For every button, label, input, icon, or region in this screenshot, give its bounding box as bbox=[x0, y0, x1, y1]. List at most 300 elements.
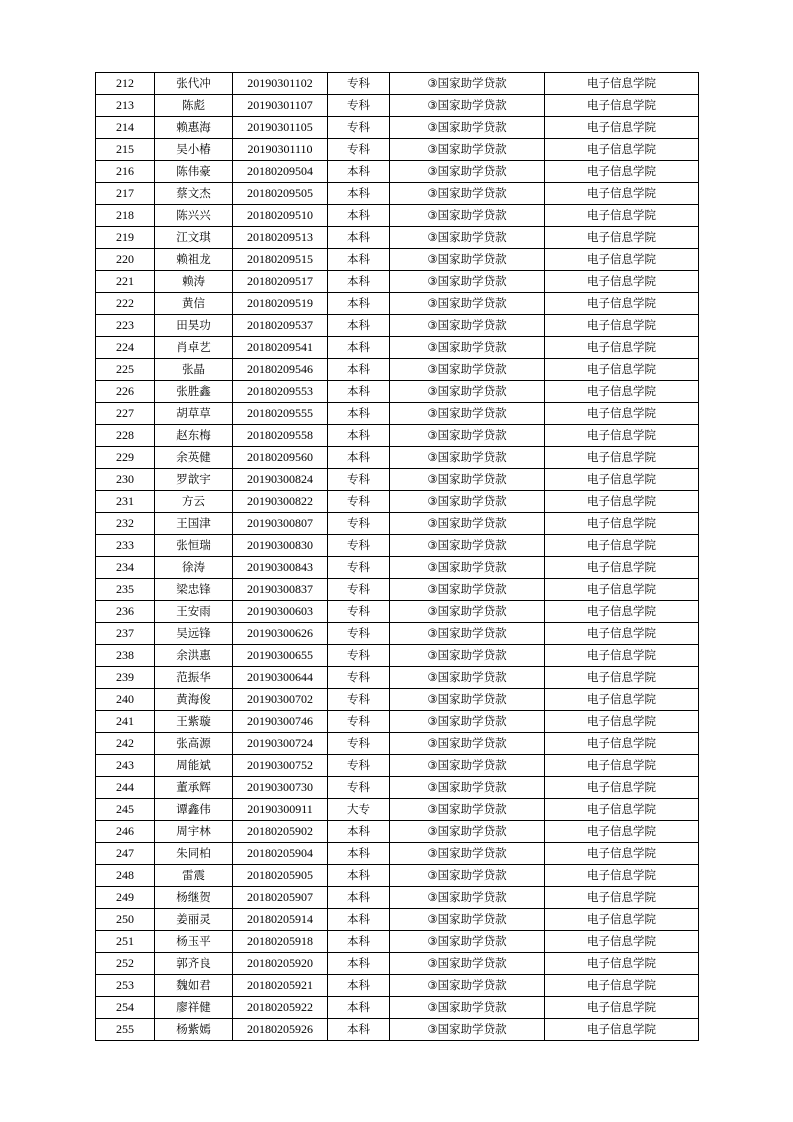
degree-level-cell: 专科 bbox=[328, 579, 390, 601]
student-name-cell: 吴远锋 bbox=[155, 623, 233, 645]
student-id-cell: 20190300830 bbox=[233, 535, 328, 557]
college-cell: 电子信息学院 bbox=[545, 227, 699, 249]
row-index-cell: 225 bbox=[96, 359, 155, 381]
row-index-cell: 221 bbox=[96, 271, 155, 293]
college-cell: 电子信息学院 bbox=[545, 513, 699, 535]
student-name-cell: 赖祖龙 bbox=[155, 249, 233, 271]
college-cell: 电子信息学院 bbox=[545, 755, 699, 777]
degree-level-cell: 专科 bbox=[328, 557, 390, 579]
college-cell: 电子信息学院 bbox=[545, 909, 699, 931]
student-name-cell: 周宇林 bbox=[155, 821, 233, 843]
student-id-cell: 20180205904 bbox=[233, 843, 328, 865]
table-row bbox=[96, 601, 699, 623]
row-index-cell: 245 bbox=[96, 799, 155, 821]
student-name-cell: 胡草草 bbox=[155, 403, 233, 425]
aid-type-cell: ③国家助学贷款 bbox=[390, 645, 545, 667]
college-cell: 电子信息学院 bbox=[545, 249, 699, 271]
aid-type-cell: ③国家助学贷款 bbox=[390, 469, 545, 491]
table-row bbox=[96, 1019, 699, 1041]
row-index-cell: 235 bbox=[96, 579, 155, 601]
degree-level-cell: 本科 bbox=[328, 887, 390, 909]
aid-type-cell: ③国家助学贷款 bbox=[390, 821, 545, 843]
student-name-cell: 王紫璇 bbox=[155, 711, 233, 733]
table-row bbox=[96, 293, 699, 315]
student-id-cell: 20180205921 bbox=[233, 975, 328, 997]
degree-level-cell: 本科 bbox=[328, 425, 390, 447]
student-name-cell: 陈兴兴 bbox=[155, 205, 233, 227]
student-id-cell: 20190300837 bbox=[233, 579, 328, 601]
student-name-cell: 赖涛 bbox=[155, 271, 233, 293]
student-name-cell: 黄信 bbox=[155, 293, 233, 315]
college-cell: 电子信息学院 bbox=[545, 931, 699, 953]
row-index-cell: 223 bbox=[96, 315, 155, 337]
degree-level-cell: 本科 bbox=[328, 843, 390, 865]
aid-type-cell: ③国家助学贷款 bbox=[390, 887, 545, 909]
student-id-cell: 20180209510 bbox=[233, 205, 328, 227]
college-cell: 电子信息学院 bbox=[545, 777, 699, 799]
degree-level-cell: 本科 bbox=[328, 183, 390, 205]
aid-type-cell: ③国家助学贷款 bbox=[390, 491, 545, 513]
row-index-cell: 232 bbox=[96, 513, 155, 535]
table-row bbox=[96, 953, 699, 975]
row-index-cell: 233 bbox=[96, 535, 155, 557]
student-id-cell: 20190301110 bbox=[233, 139, 328, 161]
student-name-cell: 江文琪 bbox=[155, 227, 233, 249]
degree-level-cell: 本科 bbox=[328, 865, 390, 887]
row-index-cell: 241 bbox=[96, 711, 155, 733]
aid-type-cell: ③国家助学贷款 bbox=[390, 359, 545, 381]
college-cell: 电子信息学院 bbox=[545, 469, 699, 491]
row-index-cell: 242 bbox=[96, 733, 155, 755]
degree-level-cell: 本科 bbox=[328, 161, 390, 183]
student-id-cell: 20190300644 bbox=[233, 667, 328, 689]
college-cell: 电子信息学院 bbox=[545, 271, 699, 293]
row-index-cell: 243 bbox=[96, 755, 155, 777]
table-row bbox=[96, 799, 699, 821]
student-id-cell: 20190300626 bbox=[233, 623, 328, 645]
student-name-cell: 赵东梅 bbox=[155, 425, 233, 447]
student-name-cell: 王国津 bbox=[155, 513, 233, 535]
table-row bbox=[96, 755, 699, 777]
student-name-cell: 范振华 bbox=[155, 667, 233, 689]
college-cell: 电子信息学院 bbox=[545, 711, 699, 733]
degree-level-cell: 专科 bbox=[328, 733, 390, 755]
table-row bbox=[96, 689, 699, 711]
row-index-cell: 240 bbox=[96, 689, 155, 711]
degree-level-cell: 专科 bbox=[328, 535, 390, 557]
student-id-cell: 20190301105 bbox=[233, 117, 328, 139]
aid-type-cell: ③国家助学贷款 bbox=[390, 755, 545, 777]
aid-type-cell: ③国家助学贷款 bbox=[390, 601, 545, 623]
student-name-cell: 陈伟豪 bbox=[155, 161, 233, 183]
student-name-cell: 谭鑫伟 bbox=[155, 799, 233, 821]
aid-type-cell: ③国家助学贷款 bbox=[390, 117, 545, 139]
row-index-cell: 213 bbox=[96, 95, 155, 117]
degree-level-cell: 本科 bbox=[328, 447, 390, 469]
table-row bbox=[96, 975, 699, 997]
student-id-cell: 20180209537 bbox=[233, 315, 328, 337]
student-id-cell: 20190300655 bbox=[233, 645, 328, 667]
college-cell: 电子信息学院 bbox=[545, 447, 699, 469]
aid-type-cell: ③国家助学贷款 bbox=[390, 403, 545, 425]
degree-level-cell: 本科 bbox=[328, 403, 390, 425]
table-row bbox=[96, 337, 699, 359]
row-index-cell: 217 bbox=[96, 183, 155, 205]
row-index-cell: 230 bbox=[96, 469, 155, 491]
student-name-cell: 梁忠锋 bbox=[155, 579, 233, 601]
table-row bbox=[96, 579, 699, 601]
aid-type-cell: ③国家助学贷款 bbox=[390, 1019, 545, 1041]
aid-type-cell: ③国家助学贷款 bbox=[390, 909, 545, 931]
college-cell: 电子信息学院 bbox=[545, 623, 699, 645]
student-id-cell: 20190300603 bbox=[233, 601, 328, 623]
college-cell: 电子信息学院 bbox=[545, 381, 699, 403]
student-id-cell: 20180209515 bbox=[233, 249, 328, 271]
row-index-cell: 212 bbox=[96, 73, 155, 95]
degree-level-cell: 专科 bbox=[328, 73, 390, 95]
row-index-cell: 249 bbox=[96, 887, 155, 909]
student-name-cell: 郭齐良 bbox=[155, 953, 233, 975]
aid-type-cell: ③国家助学贷款 bbox=[390, 95, 545, 117]
aid-type-cell: ③国家助学贷款 bbox=[390, 535, 545, 557]
student-id-cell: 20190300746 bbox=[233, 711, 328, 733]
row-index-cell: 253 bbox=[96, 975, 155, 997]
degree-level-cell: 本科 bbox=[328, 271, 390, 293]
student-id-cell: 20180209553 bbox=[233, 381, 328, 403]
college-cell: 电子信息学院 bbox=[545, 183, 699, 205]
student-name-cell: 廖祥健 bbox=[155, 997, 233, 1019]
student-id-cell: 20190300911 bbox=[233, 799, 328, 821]
row-index-cell: 246 bbox=[96, 821, 155, 843]
aid-type-cell: ③国家助学贷款 bbox=[390, 777, 545, 799]
college-cell: 电子信息学院 bbox=[545, 425, 699, 447]
student-id-cell: 20190300702 bbox=[233, 689, 328, 711]
table-row bbox=[96, 139, 699, 161]
degree-level-cell: 本科 bbox=[328, 997, 390, 1019]
degree-level-cell: 本科 bbox=[328, 359, 390, 381]
student-id-cell: 20190300824 bbox=[233, 469, 328, 491]
student-name-cell: 朱同柏 bbox=[155, 843, 233, 865]
degree-level-cell: 专科 bbox=[328, 139, 390, 161]
student-id-cell: 20180209541 bbox=[233, 337, 328, 359]
table-row bbox=[96, 447, 699, 469]
student-name-cell: 姜丽灵 bbox=[155, 909, 233, 931]
table-row bbox=[96, 381, 699, 403]
college-cell: 电子信息学院 bbox=[545, 491, 699, 513]
college-cell: 电子信息学院 bbox=[545, 799, 699, 821]
aid-type-cell: ③国家助学贷款 bbox=[390, 513, 545, 535]
student-name-cell: 徐涛 bbox=[155, 557, 233, 579]
college-cell: 电子信息学院 bbox=[545, 73, 699, 95]
student-id-cell: 20190301107 bbox=[233, 95, 328, 117]
degree-level-cell: 本科 bbox=[328, 293, 390, 315]
degree-level-cell: 本科 bbox=[328, 1019, 390, 1041]
degree-level-cell: 本科 bbox=[328, 227, 390, 249]
table-row bbox=[96, 249, 699, 271]
student-id-cell: 20180209504 bbox=[233, 161, 328, 183]
degree-level-cell: 专科 bbox=[328, 711, 390, 733]
student-name-cell: 雷震 bbox=[155, 865, 233, 887]
student-name-cell: 吴小椿 bbox=[155, 139, 233, 161]
row-index-cell: 227 bbox=[96, 403, 155, 425]
student-id-cell: 20180205926 bbox=[233, 1019, 328, 1041]
student-name-cell: 张胜鑫 bbox=[155, 381, 233, 403]
student-name-cell: 张恒瑞 bbox=[155, 535, 233, 557]
college-cell: 电子信息学院 bbox=[545, 535, 699, 557]
degree-level-cell: 专科 bbox=[328, 689, 390, 711]
degree-level-cell: 专科 bbox=[328, 755, 390, 777]
college-cell: 电子信息学院 bbox=[545, 645, 699, 667]
table-row bbox=[96, 425, 699, 447]
table-row bbox=[96, 403, 699, 425]
table-row bbox=[96, 205, 699, 227]
aid-type-cell: ③国家助学贷款 bbox=[390, 271, 545, 293]
row-index-cell: 251 bbox=[96, 931, 155, 953]
college-cell: 电子信息学院 bbox=[545, 95, 699, 117]
row-index-cell: 222 bbox=[96, 293, 155, 315]
college-cell: 电子信息学院 bbox=[545, 359, 699, 381]
row-index-cell: 255 bbox=[96, 1019, 155, 1041]
student-name-cell: 赖惠海 bbox=[155, 117, 233, 139]
row-index-cell: 250 bbox=[96, 909, 155, 931]
degree-level-cell: 本科 bbox=[328, 381, 390, 403]
degree-level-cell: 专科 bbox=[328, 645, 390, 667]
college-cell: 电子信息学院 bbox=[545, 887, 699, 909]
table-row bbox=[96, 117, 699, 139]
student-name-cell: 罗歆宇 bbox=[155, 469, 233, 491]
table-row bbox=[96, 931, 699, 953]
college-cell: 电子信息学院 bbox=[545, 139, 699, 161]
student-id-cell: 20180205905 bbox=[233, 865, 328, 887]
college-cell: 电子信息学院 bbox=[545, 293, 699, 315]
college-cell: 电子信息学院 bbox=[545, 733, 699, 755]
student-name-cell: 余英健 bbox=[155, 447, 233, 469]
college-cell: 电子信息学院 bbox=[545, 161, 699, 183]
aid-type-cell: ③国家助学贷款 bbox=[390, 227, 545, 249]
student-name-cell: 杨玉平 bbox=[155, 931, 233, 953]
degree-level-cell: 大专 bbox=[328, 799, 390, 821]
aid-type-cell: ③国家助学贷款 bbox=[390, 843, 545, 865]
degree-level-cell: 专科 bbox=[328, 623, 390, 645]
student-name-cell: 田昊功 bbox=[155, 315, 233, 337]
table-row bbox=[96, 865, 699, 887]
degree-level-cell: 专科 bbox=[328, 513, 390, 535]
table-row bbox=[96, 821, 699, 843]
degree-level-cell: 专科 bbox=[328, 95, 390, 117]
college-cell: 电子信息学院 bbox=[545, 953, 699, 975]
student-id-cell: 20180209555 bbox=[233, 403, 328, 425]
student-name-cell: 魏如君 bbox=[155, 975, 233, 997]
student-id-cell: 20180209558 bbox=[233, 425, 328, 447]
row-index-cell: 214 bbox=[96, 117, 155, 139]
college-cell: 电子信息学院 bbox=[545, 997, 699, 1019]
table-row bbox=[96, 777, 699, 799]
student-id-cell: 20190300730 bbox=[233, 777, 328, 799]
degree-level-cell: 本科 bbox=[328, 315, 390, 337]
aid-type-cell: ③国家助学贷款 bbox=[390, 249, 545, 271]
row-index-cell: 252 bbox=[96, 953, 155, 975]
aid-type-cell: ③国家助学贷款 bbox=[390, 381, 545, 403]
student-id-cell: 20190300724 bbox=[233, 733, 328, 755]
college-cell: 电子信息学院 bbox=[545, 205, 699, 227]
college-cell: 电子信息学院 bbox=[545, 601, 699, 623]
college-cell: 电子信息学院 bbox=[545, 315, 699, 337]
table-row bbox=[96, 623, 699, 645]
degree-level-cell: 专科 bbox=[328, 667, 390, 689]
student-name-cell: 肖卓艺 bbox=[155, 337, 233, 359]
table-row bbox=[96, 95, 699, 117]
table-row bbox=[96, 645, 699, 667]
student-aid-table bbox=[95, 72, 699, 1041]
student-id-cell: 20180205902 bbox=[233, 821, 328, 843]
aid-type-cell: ③国家助学贷款 bbox=[390, 689, 545, 711]
student-name-cell: 董承辉 bbox=[155, 777, 233, 799]
table-row bbox=[96, 887, 699, 909]
college-cell: 电子信息学院 bbox=[545, 579, 699, 601]
degree-level-cell: 本科 bbox=[328, 205, 390, 227]
student-id-cell: 20180209546 bbox=[233, 359, 328, 381]
degree-level-cell: 本科 bbox=[328, 975, 390, 997]
degree-level-cell: 本科 bbox=[328, 821, 390, 843]
college-cell: 电子信息学院 bbox=[545, 667, 699, 689]
aid-type-cell: ③国家助学贷款 bbox=[390, 183, 545, 205]
table-row bbox=[96, 733, 699, 755]
college-cell: 电子信息学院 bbox=[545, 821, 699, 843]
row-index-cell: 215 bbox=[96, 139, 155, 161]
aid-type-cell: ③国家助学贷款 bbox=[390, 865, 545, 887]
table-row bbox=[96, 469, 699, 491]
aid-type-cell: ③国家助学贷款 bbox=[390, 557, 545, 579]
aid-type-cell: ③国家助学贷款 bbox=[390, 73, 545, 95]
student-id-cell: 20180205914 bbox=[233, 909, 328, 931]
row-index-cell: 236 bbox=[96, 601, 155, 623]
row-index-cell: 231 bbox=[96, 491, 155, 513]
student-id-cell: 20190300807 bbox=[233, 513, 328, 535]
row-index-cell: 228 bbox=[96, 425, 155, 447]
row-index-cell: 237 bbox=[96, 623, 155, 645]
college-cell: 电子信息学院 bbox=[545, 689, 699, 711]
student-name-cell: 张高源 bbox=[155, 733, 233, 755]
aid-type-cell: ③国家助学贷款 bbox=[390, 667, 545, 689]
college-cell: 电子信息学院 bbox=[545, 1019, 699, 1041]
student-name-cell: 杨继贺 bbox=[155, 887, 233, 909]
degree-level-cell: 本科 bbox=[328, 337, 390, 359]
student-name-cell: 杨紫嫣 bbox=[155, 1019, 233, 1041]
student-id-cell: 20180209560 bbox=[233, 447, 328, 469]
table-row bbox=[96, 227, 699, 249]
student-id-cell: 20190300822 bbox=[233, 491, 328, 513]
row-index-cell: 229 bbox=[96, 447, 155, 469]
college-cell: 电子信息学院 bbox=[545, 843, 699, 865]
student-id-cell: 20190300843 bbox=[233, 557, 328, 579]
aid-type-cell: ③国家助学贷款 bbox=[390, 139, 545, 161]
aid-type-cell: ③国家助学贷款 bbox=[390, 205, 545, 227]
table-row bbox=[96, 513, 699, 535]
table-body bbox=[96, 73, 699, 1041]
row-index-cell: 216 bbox=[96, 161, 155, 183]
row-index-cell: 224 bbox=[96, 337, 155, 359]
college-cell: 电子信息学院 bbox=[545, 403, 699, 425]
row-index-cell: 226 bbox=[96, 381, 155, 403]
student-name-cell: 周能斌 bbox=[155, 755, 233, 777]
aid-type-cell: ③国家助学贷款 bbox=[390, 711, 545, 733]
aid-type-cell: ③国家助学贷款 bbox=[390, 337, 545, 359]
row-index-cell: 239 bbox=[96, 667, 155, 689]
table-row bbox=[96, 183, 699, 205]
row-index-cell: 244 bbox=[96, 777, 155, 799]
student-id-cell: 20180205918 bbox=[233, 931, 328, 953]
table-row bbox=[96, 909, 699, 931]
student-id-cell: 20180205920 bbox=[233, 953, 328, 975]
student-name-cell: 余洪惠 bbox=[155, 645, 233, 667]
degree-level-cell: 本科 bbox=[328, 931, 390, 953]
table-row bbox=[96, 73, 699, 95]
student-id-cell: 20190301102 bbox=[233, 73, 328, 95]
aid-type-cell: ③国家助学贷款 bbox=[390, 953, 545, 975]
student-name-cell: 王安雨 bbox=[155, 601, 233, 623]
student-id-cell: 20180205907 bbox=[233, 887, 328, 909]
aid-type-cell: ③国家助学贷款 bbox=[390, 293, 545, 315]
college-cell: 电子信息学院 bbox=[545, 865, 699, 887]
aid-type-cell: ③国家助学贷款 bbox=[390, 997, 545, 1019]
aid-type-cell: ③国家助学贷款 bbox=[390, 447, 545, 469]
table-row bbox=[96, 271, 699, 293]
college-cell: 电子信息学院 bbox=[545, 337, 699, 359]
table-row bbox=[96, 557, 699, 579]
student-id-cell: 20180209505 bbox=[233, 183, 328, 205]
table-row bbox=[96, 359, 699, 381]
aid-type-cell: ③国家助学贷款 bbox=[390, 161, 545, 183]
aid-type-cell: ③国家助学贷款 bbox=[390, 799, 545, 821]
student-id-cell: 20190300752 bbox=[233, 755, 328, 777]
student-name-cell: 陈彪 bbox=[155, 95, 233, 117]
degree-level-cell: 本科 bbox=[328, 953, 390, 975]
table-row bbox=[96, 161, 699, 183]
college-cell: 电子信息学院 bbox=[545, 975, 699, 997]
table-row bbox=[96, 535, 699, 557]
row-index-cell: 248 bbox=[96, 865, 155, 887]
degree-level-cell: 专科 bbox=[328, 601, 390, 623]
student-name-cell: 张晶 bbox=[155, 359, 233, 381]
student-id-cell: 20180205922 bbox=[233, 997, 328, 1019]
degree-level-cell: 专科 bbox=[328, 491, 390, 513]
aid-type-cell: ③国家助学贷款 bbox=[390, 733, 545, 755]
college-cell: 电子信息学院 bbox=[545, 117, 699, 139]
aid-type-cell: ③国家助学贷款 bbox=[390, 975, 545, 997]
aid-type-cell: ③国家助学贷款 bbox=[390, 579, 545, 601]
row-index-cell: 247 bbox=[96, 843, 155, 865]
student-name-cell: 方云 bbox=[155, 491, 233, 513]
degree-level-cell: 专科 bbox=[328, 777, 390, 799]
aid-type-cell: ③国家助学贷款 bbox=[390, 931, 545, 953]
table-row bbox=[96, 315, 699, 337]
table-row bbox=[96, 667, 699, 689]
student-name-cell: 黄海俊 bbox=[155, 689, 233, 711]
student-name-cell: 张代冲 bbox=[155, 73, 233, 95]
degree-level-cell: 专科 bbox=[328, 117, 390, 139]
student-id-cell: 20180209519 bbox=[233, 293, 328, 315]
row-index-cell: 219 bbox=[96, 227, 155, 249]
row-index-cell: 218 bbox=[96, 205, 155, 227]
row-index-cell: 234 bbox=[96, 557, 155, 579]
college-cell: 电子信息学院 bbox=[545, 557, 699, 579]
aid-type-cell: ③国家助学贷款 bbox=[390, 425, 545, 447]
aid-type-cell: ③国家助学贷款 bbox=[390, 315, 545, 337]
aid-type-cell: ③国家助学贷款 bbox=[390, 623, 545, 645]
table-row bbox=[96, 843, 699, 865]
row-index-cell: 220 bbox=[96, 249, 155, 271]
table-row bbox=[96, 491, 699, 513]
